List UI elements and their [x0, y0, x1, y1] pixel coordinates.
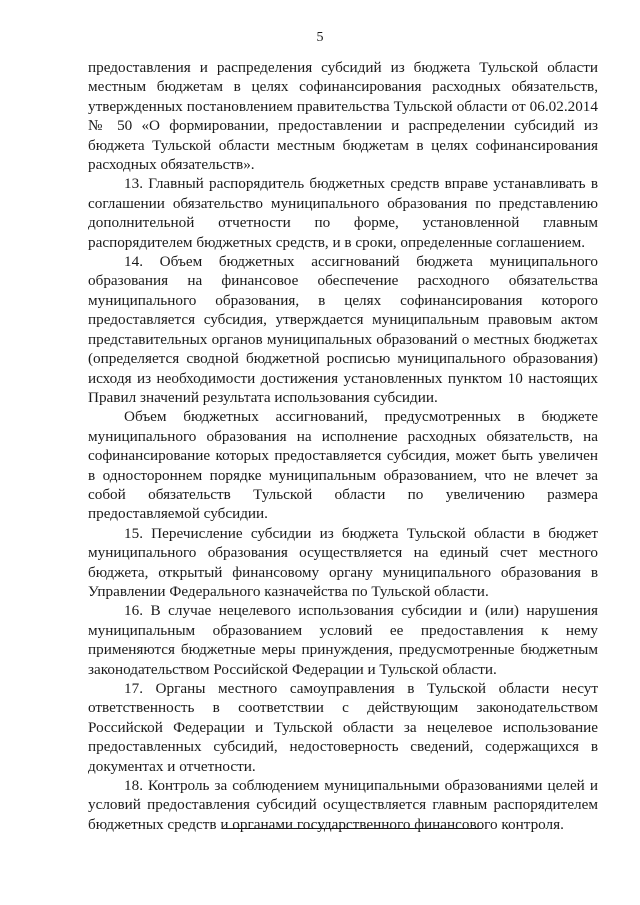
paragraph-continuation: предоставления и распределения субсидий из бюджета Тульской области местным бюджетам в целях софинансирования расходных обязательств, утвержденных постановлением правительства Тульской области от 06.02.2014 № 50 «О формировании, предоставлении и распределении субсидий из бюджета Тульской области местным бюджетам в целях софинансирования расходных обязательств».	[88, 59, 598, 174]
page-number: 5	[316, 30, 324, 45]
document-body	[88, 58, 598, 834]
paragraph-16: 16. В случае нецелевого использования субсидии и (или) нарушения муниципальным образованием условий ее предоставления к нему применяются бюджетные меры принуждения, предусмотренные бюджетным законодательством Российской Федерации и Тульской области.	[88, 602, 598, 678]
paragraph-13: 13. Главный распорядитель бюджетных средств вправе устанавливать в соглашении обязательство муниципального образования по представлению дополнительной отчетности по форме, установленной главным распорядителем бюджетных средств, и в сроки, определенные соглашением.	[88, 175, 598, 251]
closing-rule	[222, 828, 482, 829]
paragraph-17: 17. Органы местного самоуправления в Тульской области несут ответственность в соответствии с действующим законодательством Российской Федерации и Тульской области за нецелевое использование предоставленных субсидий, недостоверность сведений, содержащихся в документах и отчетности.	[88, 680, 598, 775]
paragraph-18: 18. Контроль за соблюдением муниципальными образованиями целей и условий предоставления субсидий осуществляется главным распорядителем бюджетных средств и органами государственного финансового контроля.	[88, 777, 598, 833]
paragraph-14-part-2: Объем бюджетных ассигнований, предусмотренных в бюджете муниципального образования на исполнение расходных обязательств, на софинансирование которых предоставляется субсидия, может быть увеличен в одностороннем порядке муниципальным образованием, что не влечет за собой обязательств Тульской области по увеличению размера предоставляемой субсидии.	[88, 408, 598, 523]
paragraph-14: 14. Объем бюджетных ассигнований бюджета муниципального образования на финансовое обеспечение расходного обязательства муниципального образования, в целях софинансирования которого предоставляется субсидия, утверждается муниципальным правовым актом представительных органов муниципальных образований о местных бюджетах (определяется сводной бюджетной росписью муниципального образования) исходя из необходимости достижения установленных пунктом 10 настоящих Правил значений результата использования субсидии.	[88, 253, 598, 406]
paragraph-15: 15. Перечисление субсидии из бюджета Тульской области в бюджет муниципального образования осуществляется на единый счет местного бюджета, открытый финансовому органу муниципального образования в Управлении Федерального казначейства по Тульской области.	[88, 524, 598, 600]
